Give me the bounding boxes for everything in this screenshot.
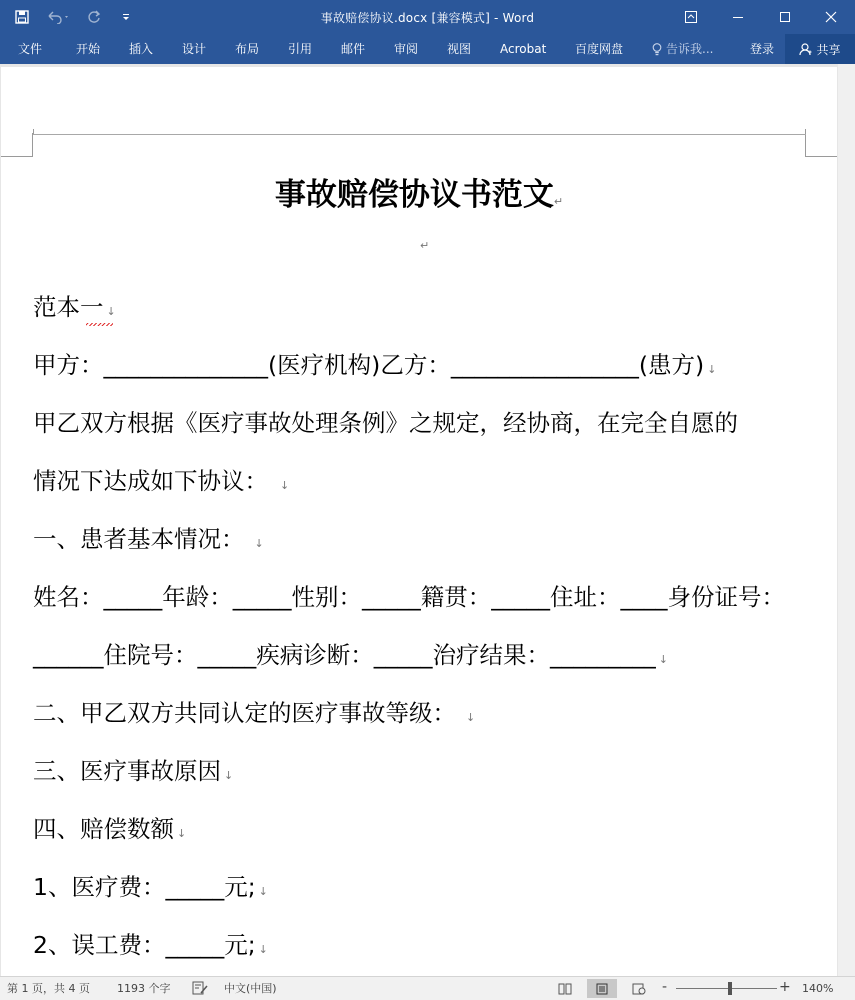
page-count[interactable]: 第 1 页，共 4 页 [7,982,90,995]
paragraph-5[interactable] [33,582,785,612]
ribbon-tabs [0,34,855,64]
document-area[interactable] [0,64,855,976]
zoom-slider-thumb[interactable] [728,982,732,995]
word-count[interactable]: 1193 个字 [117,982,171,995]
tab-file[interactable]: 文件 [18,42,43,56]
line-mark: ↓ [280,479,290,492]
tab-layout[interactable]: 布局 [235,42,260,56]
tab-references[interactable]: 引用 [288,42,313,56]
paragraph-text: ______住院号：_____疾病诊断：_____治疗结果：_________ [33,641,656,669]
paragraph-text: 四、赔偿数额 [33,815,174,843]
tab-view[interactable]: 视图 [447,42,472,56]
paragraph-6[interactable] [33,698,475,733]
ribbon-display-icon [685,11,697,23]
paragraph-text: 情况下达成如下协议： [33,467,268,495]
share-label: 共享 [816,42,841,57]
zoom-slider-track[interactable] [676,988,777,989]
web-layout-button[interactable] [624,979,654,998]
paragraph-1[interactable] [33,292,116,327]
paragraph-text: 甲方：______________(医疗机构)乙方：________________(患方) [33,351,705,379]
tab-review[interactable]: 审阅 [394,42,419,56]
sign-in-link[interactable]: 登录 [750,42,775,56]
maximize-button[interactable] [762,0,808,34]
tab-acrobat[interactable]: Acrobat [500,42,547,56]
tab-insert[interactable]: 插入 [129,42,154,56]
lightbulb-icon [652,43,662,56]
document-title-text: 事故赔偿协议书范文 [274,177,554,213]
document-title[interactable] [1,169,837,214]
tell-me-label: 告诉我... [666,42,714,56]
proofing-icon [192,981,208,995]
close-button[interactable] [808,0,854,34]
paragraph-7[interactable] [33,756,233,791]
paragraph-2[interactable] [33,350,716,385]
line-mark: ↓ [258,943,268,956]
tell-me-box[interactable] [652,39,713,59]
line-mark: ↓ [177,827,187,840]
share-button[interactable] [785,34,855,64]
tab-home[interactable]: 开始 [76,42,101,56]
print-layout-button[interactable] [587,979,617,998]
paragraph-text: 2、误工费：_____元; [33,931,256,959]
paragraph-text: 一、患者基本情况： [33,525,245,553]
web-layout-icon [632,983,646,995]
paragraph-text: 1、医疗费：_____元; [33,873,256,901]
document-page[interactable] [1,67,837,976]
empty-paragraph-mark: ↵ [420,239,430,252]
tab-mailings[interactable]: 邮件 [341,42,366,56]
paragraph-text: 三、医疗事故原因 [33,757,221,785]
line-mark: ↓ [466,711,476,724]
zoom-out-button[interactable]: - [662,979,668,995]
paragraph-10[interactable] [33,930,268,965]
minimize-button[interactable] [715,0,761,34]
language-indicator[interactable]: 中文(中国) [224,982,277,995]
line-mark: ↓ [707,363,717,376]
paragraph-text: 姓名：_____年龄：_____性别：_____籍贯：_____住址：____身份证号： [33,583,785,611]
line-mark: ↓ [224,769,234,782]
line-mark: ↓ [258,885,268,898]
paragraph-4[interactable] [33,524,264,559]
status-bar [0,976,855,1000]
line-mark: ↓ [106,305,116,318]
ribbon-display-options-button[interactable] [668,0,714,34]
zoom-in-button[interactable]: + [779,979,791,995]
paragraph-text: 甲乙双方根据《医疗事故处理条例》之规定，经协商，在完全自愿的 [33,409,738,437]
tab-baidu-netdisk[interactable]: 百度网盘 [575,42,624,56]
crop-mark-top-left [1,133,33,157]
person-icon [799,43,812,56]
paragraph-5-cont[interactable] [33,640,668,675]
paragraph-3[interactable] [33,408,738,438]
window-title: 事故赔偿协议.docx [兼容模式] - Word [320,11,535,25]
proofing-button[interactable] [192,981,208,999]
crop-mark-top-right [805,133,837,157]
paragraph-3-cont[interactable] [33,466,289,501]
line-mark: ↓ [254,537,264,550]
title-bar [0,0,855,34]
page-layout-icon [596,983,608,995]
book-icon [558,983,572,995]
line-mark: ↓ [658,653,668,666]
paragraph-8[interactable] [33,814,186,849]
spelling-squiggle [86,323,113,326]
paragraph-9[interactable] [33,872,268,907]
header-line [33,134,806,135]
tab-design[interactable]: 设计 [182,42,207,56]
maximize-icon [779,11,791,23]
paragraph-text: 二、甲乙双方共同认定的医疗事故等级： [33,699,456,727]
read-mode-button[interactable] [550,979,580,998]
vertical-scrollbar[interactable] [838,64,855,976]
close-icon [825,11,837,23]
minimize-icon [732,11,744,23]
paragraph-mark: ↵ [553,195,564,208]
zoom-level[interactable]: 140% [802,982,834,995]
paragraph-text: 范本一 [33,293,104,321]
